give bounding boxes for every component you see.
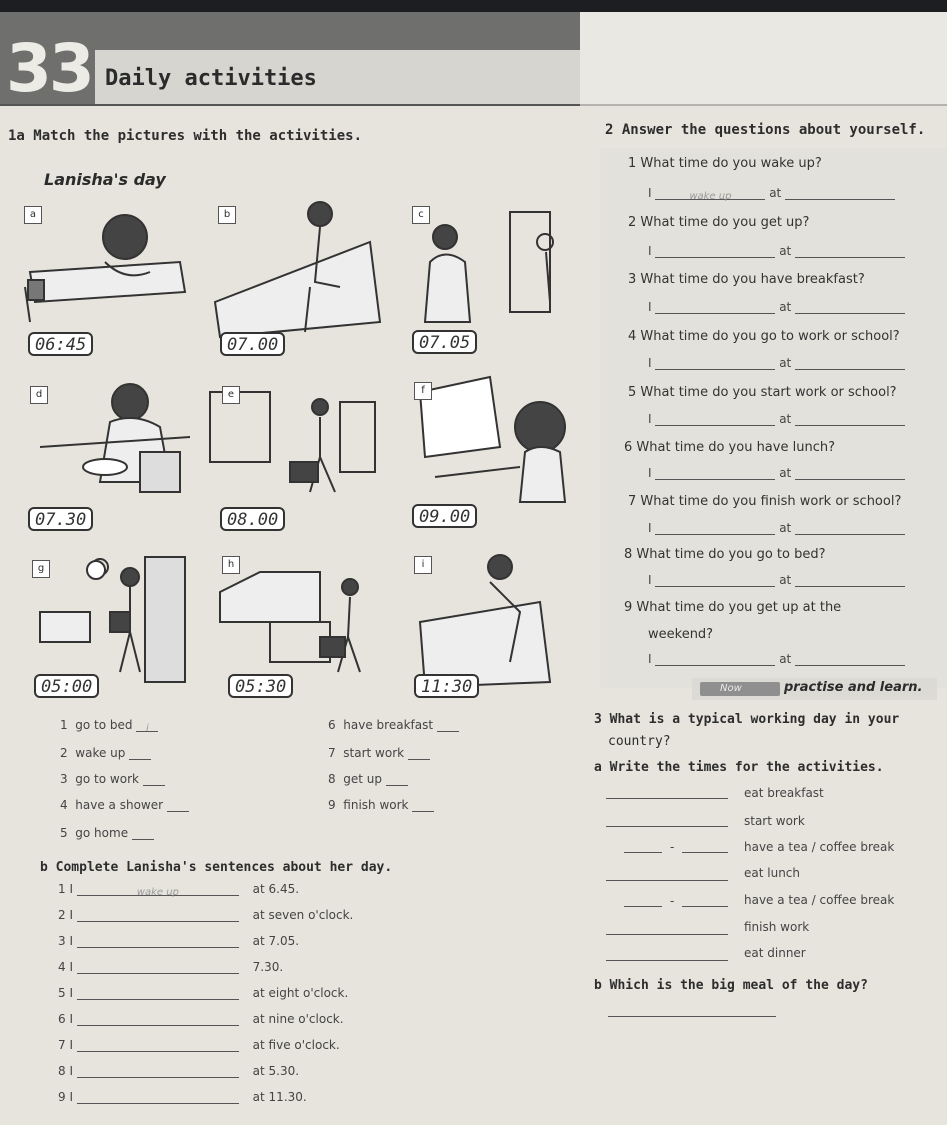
question-5: 5 What time do you start work or school? [628,385,897,400]
now-badge: Now [700,682,780,696]
activity-item-4 [60,798,189,812]
time-answer-field[interactable] [606,798,728,799]
activity-text: wake up [75,746,126,760]
ex3-heading-cont: country? [608,734,671,749]
picture-letter-a: a [24,206,42,224]
sentence-answer-field[interactable] [77,1040,239,1052]
answer-time-field[interactable] [785,188,895,200]
picture-letter-c: c [412,206,430,224]
question-3: 3 What time do you have breakfast? [628,272,865,287]
question-8: 8 What time do you go to bed? [624,547,826,562]
ex3-activity-7: eat dinner [744,946,806,960]
answer-row-4: I at [648,356,905,370]
activity-number: 8 [328,772,336,786]
activity-text: get up [343,772,383,786]
activity-number: 1 [60,718,68,732]
answer-activity-field[interactable] [655,358,775,370]
sentence-answer-field[interactable] [77,1014,239,1026]
time-answer-field[interactable] [606,880,728,881]
activity-item-2 [60,746,151,760]
top-edge [0,0,947,12]
answer-time-field[interactable] [795,246,905,258]
ex1a-heading: 1a Match the pictures with the activities. [8,128,363,144]
ex3a-heading: a Write the times for the activities. [594,760,884,775]
sentence-row-5: 5 I at eight o'clock. [58,986,349,1000]
question-9: 9 What time do you get up at the [624,600,842,615]
match-answer-field[interactable] [167,800,189,812]
answer-row-6: I at [648,466,905,480]
answer-time-field[interactable] [795,468,905,480]
time-box-d: 07.30 [28,507,93,531]
sentence-row-6: 6 I at nine o'clock. [58,1012,344,1026]
match-answer-field[interactable] [132,828,154,840]
unit-number: 33 [6,30,92,107]
activity-text: finish work [343,798,409,812]
sentence-answer-field[interactable] [77,910,239,922]
answer-activity-field[interactable]: wake up [655,188,765,200]
ex3-activity-1: eat breakfast [744,786,824,800]
picture-letter-b: b [218,206,236,224]
clock-icon [86,560,106,580]
activity-number: 4 [60,798,68,812]
answer-activity-field[interactable] [655,468,775,480]
answer-row-5: I at [648,412,905,426]
ex3-activity-5: have a tea / coffee break [744,893,895,907]
sentence-row-1: 1 I wake up at 6.45. [58,882,300,898]
answer-activity-field[interactable] [655,414,775,426]
time-start-field[interactable] [624,906,662,907]
activity-item-3 [60,772,165,786]
ex3-activity-4: eat lunch [744,866,801,880]
activity-text: have breakfast [343,718,434,732]
time-answer-field[interactable] [606,934,728,935]
time-end-field[interactable] [682,906,728,907]
ex3-heading: 3 What is a typical working day in your [594,712,900,727]
question-9-cont: weekend? [648,627,714,642]
match-answer-field[interactable]: i [136,720,158,732]
sentence-row-4: 4 I 7.30. [58,960,284,974]
pictures-illustration [20,192,580,702]
sentence-row-7: 7 I at five o'clock. [58,1038,340,1052]
practise-text: practise and learn. [784,680,923,695]
activity-item-5 [60,826,154,840]
time-box-c: 07.05 [412,330,477,354]
ex3-activity-2: start work [744,814,805,828]
ex3-activity-6: finish work [744,920,810,934]
match-answer-field[interactable] [437,720,459,732]
answer-row-8: I at [648,573,905,587]
time-box-i: 11:30 [414,674,479,698]
time-box-g: 05:00 [34,674,99,698]
activity-number: 7 [328,746,336,760]
activity-number: 9 [328,798,336,812]
time-end-field[interactable] [682,852,728,853]
activity-text: have a shower [75,798,164,812]
question-6: 6 What time do you have lunch? [624,440,835,455]
picture-letter-f: f [414,382,432,400]
activity-item-1 [60,718,158,732]
time-start-field[interactable] [624,852,662,853]
answer-row-2: I at [648,244,905,258]
answer-row-9: I at [648,652,905,666]
activity-text: start work [343,746,405,760]
answer-activity-field[interactable] [655,246,775,258]
unit-title: Daily activities [105,66,317,91]
picture-letter-h: h [222,556,240,574]
answer-activity-field[interactable] [655,654,775,666]
activity-text: go home [75,826,129,840]
answer-activity-field[interactable] [655,575,775,587]
picture-letter-d: d [30,386,48,404]
time-box-f: 09.00 [412,504,477,528]
question-4: 4 What time do you go to work or school? [628,329,900,344]
sentence-answer-field[interactable] [77,988,239,1000]
answer-row-3: I at [648,300,905,314]
time-box-e: 08.00 [220,507,285,531]
question-7: 7 What time do you finish work or school? [628,494,902,509]
question-1: 1 What time do you wake up? [628,156,822,171]
ex1b-heading: b Complete Lanisha's sentences about her day. [40,860,393,875]
answer-row-7: I at [648,521,905,535]
answer-time-field[interactable] [795,654,905,666]
answer-activity-field[interactable] [655,523,775,535]
activity-item-7 [328,746,430,760]
ex3-activity-3: have a tea / coffee break [744,840,895,854]
sentence-answer-field[interactable] [77,1066,239,1078]
picture-letter-e: e [222,386,240,404]
time-box-h: 05:30 [228,674,293,698]
ex2-heading: 2 Answer the questions about yourself. [605,122,926,138]
sentence-row-8: 8 I at 5.30. [58,1064,300,1078]
match-answer-field[interactable] [408,748,430,760]
big-meal-answer-field[interactable] [608,1016,776,1017]
answer-time-field[interactable] [795,414,905,426]
activity-text: go to work [75,772,139,786]
answer-time-field[interactable] [795,358,905,370]
ex1a-subtitle: Lanisha's day [44,170,166,189]
sentence-row-3: 3 I at 7.05. [58,934,300,948]
match-answer-field[interactable] [386,774,408,786]
match-answer-field[interactable] [129,748,151,760]
activity-number: 2 [60,746,68,760]
sentence-row-9: 9 I at 11.30. [58,1090,307,1104]
ex3b-heading: b Which is the big meal of the day? [594,978,868,993]
sentence-answer-field[interactable] [77,1092,239,1104]
activity-number: 3 [60,772,68,786]
sentence-row-2: 2 I at seven o'clock. [58,908,354,922]
picture-letter-i: i [414,556,432,574]
header-right-panel [580,12,947,106]
time-answer-field[interactable] [606,960,728,961]
activity-item-9 [328,798,434,812]
answer-activity-field[interactable] [655,302,775,314]
match-answer-field[interactable] [412,800,434,812]
match-answer-field[interactable] [143,774,165,786]
sentence-answer-field[interactable] [77,962,239,974]
activity-item-8 [328,772,408,786]
activity-text: go to bed [75,718,133,732]
sentence-answer-field[interactable] [77,936,239,948]
answer-time-field[interactable] [795,575,905,587]
answer-time-field[interactable] [795,523,905,535]
answer-time-field[interactable] [795,302,905,314]
activity-item-6 [328,718,459,732]
answer-row-1: I wake up at [648,186,895,200]
question-2: 2 What time do you get up? [628,215,810,230]
range-dash: - [670,840,675,854]
range-dash: - [670,894,675,908]
time-box-a: 06:45 [28,332,93,356]
activity-number: 5 [60,826,68,840]
sentence-answer-field[interactable]: wake up [77,884,239,896]
time-box-b: 07.00 [220,332,285,356]
time-answer-field[interactable] [606,826,728,827]
activity-number: 6 [328,718,336,732]
picture-letter-g: g [32,560,50,578]
